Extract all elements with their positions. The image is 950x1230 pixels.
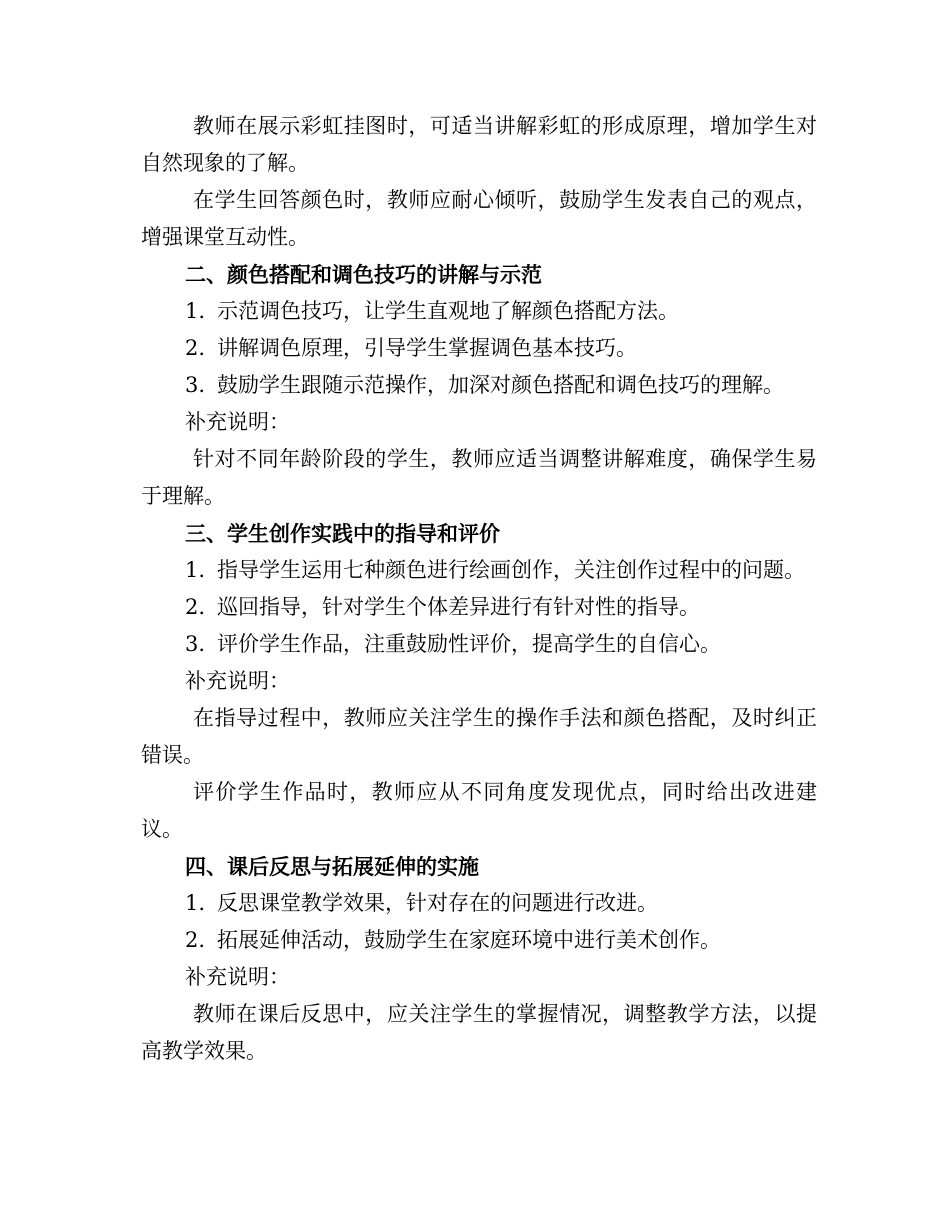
list-item <box>141 330 817 367</box>
list-item-number: 2. <box>185 928 206 952</box>
list-item <box>141 293 817 330</box>
list-item-number: 3. <box>185 632 206 656</box>
list-item-number: 3. <box>185 373 206 397</box>
list-item-number: 1. <box>185 299 206 323</box>
note-paragraph: 针对不同年龄阶段的学生，教师应适当调整讲解难度，确保学生易于理解。 <box>141 447 817 508</box>
document-body <box>141 108 817 1070</box>
list-item-text: 鼓励学生跟随示范操作，加深对颜色搭配和调色技巧的理解。 <box>217 373 784 397</box>
note-paragraph: 评价学生作品时，教师应从不同角度发现优点，同时给出改进建议。 <box>141 780 817 841</box>
list-item <box>141 626 817 663</box>
list-item <box>141 589 817 626</box>
list-item-text: 评价学生作品，注重鼓励性评价，提高学生的自信心。 <box>217 632 721 656</box>
list-item-text: 反思课堂教学效果，针对存在的问题进行改进。 <box>217 891 658 915</box>
list-item <box>141 885 817 922</box>
list-item-number: 2. <box>185 336 206 360</box>
section-heading: 三、学生创作实践中的指导和评价 <box>185 521 500 546</box>
list-item-text: 讲解调色原理，引导学生掌握调色基本技巧。 <box>217 336 637 360</box>
list-item <box>141 922 817 959</box>
list-item-text: 拓展延伸活动，鼓励学生在家庭环境中进行美术创作。 <box>217 928 721 952</box>
list-item-text: 示范调色技巧，让学生直观地了解颜色搭配方法。 <box>217 299 679 323</box>
note-label: 补充说明： <box>185 669 290 693</box>
list-item-number: 1. <box>185 891 206 915</box>
section-heading: 四、课后反思与拓展延伸的实施 <box>185 854 479 879</box>
list-item-number: 1. <box>185 558 206 582</box>
list-item-text: 巡回指导，针对学生个体差异进行有针对性的指导。 <box>217 595 700 619</box>
note-paragraph: 教师在课后反思中，应关注学生的掌握情况，调整教学方法，以提高教学效果。 <box>141 1002 817 1063</box>
list-item <box>141 367 817 404</box>
list-item-text: 指导学生运用七种颜色进行绘画创作，关注创作过程中的问题。 <box>217 558 805 582</box>
note-paragraph: 在指导过程中，教师应关注学生的操作手法和颜色搭配，及时纠正错误。 <box>141 706 817 767</box>
list-item-number: 2. <box>185 595 206 619</box>
note-label: 补充说明： <box>185 410 290 434</box>
intro-paragraph: 教师在展示彩虹挂图时，可适当讲解彩虹的形成原理，增加学生对自然现象的了解。 <box>141 114 817 175</box>
list-item <box>141 552 817 589</box>
intro-paragraph: 在学生回答颜色时，教师应耐心倾听，鼓励学生发表自己的观点，增强课堂互动性。 <box>141 188 817 249</box>
section-heading: 二、颜色搭配和调色技巧的讲解与示范 <box>185 262 542 287</box>
note-label: 补充说明： <box>185 965 290 989</box>
